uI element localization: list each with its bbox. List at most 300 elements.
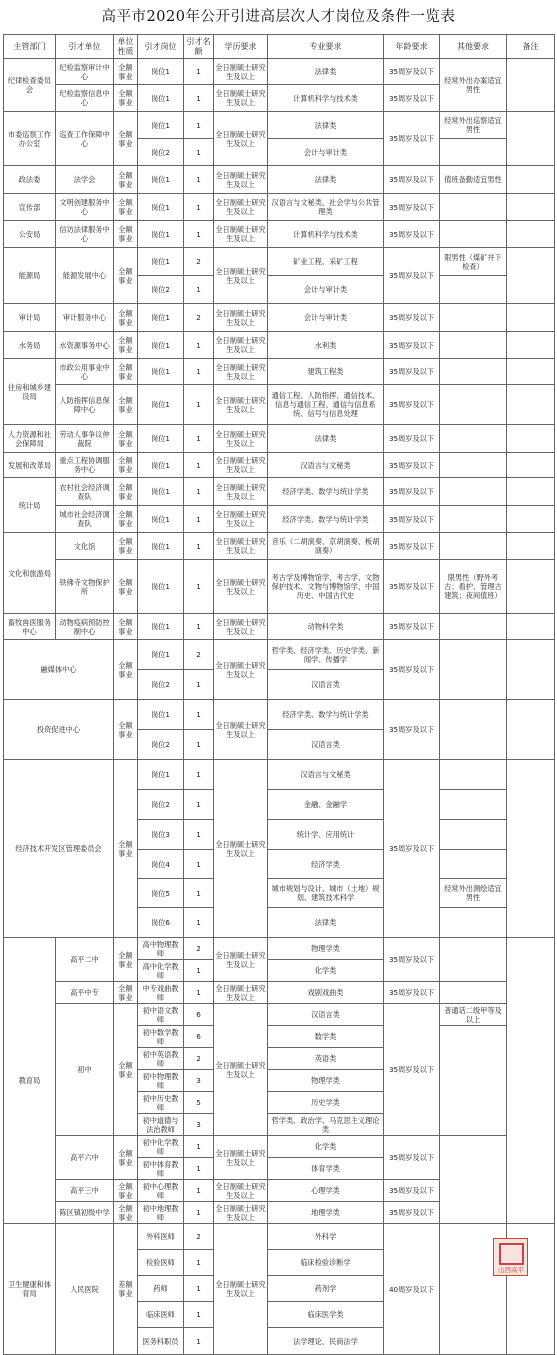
dept-cell: 发展和改革局 bbox=[4, 453, 56, 478]
other-cell bbox=[440, 385, 507, 425]
edu-cell: 全日制硕士研究生及以上 bbox=[214, 221, 268, 248]
nature-cell: 全额事业 bbox=[114, 640, 138, 700]
nature-cell: 全额事业 bbox=[114, 221, 138, 248]
remark-cell bbox=[507, 506, 555, 533]
edu-cell: 全日制硕士研究生及以上 bbox=[214, 506, 268, 533]
table-row bbox=[4, 533, 555, 560]
post-cell: 初中化学教师 bbox=[138, 1136, 184, 1158]
major-cell: 音乐（二胡演奏、京胡演奏、板胡演奏） bbox=[268, 533, 384, 560]
unit-cell: 能源发展中心 bbox=[56, 248, 114, 304]
remark-cell bbox=[507, 112, 555, 166]
major-cell: 经济学类、数学与统计学类 bbox=[268, 478, 384, 506]
other-cell: 经常外出测绘适宜男性 bbox=[440, 879, 507, 908]
remark-cell bbox=[507, 59, 555, 112]
quota-cell: 1 bbox=[184, 425, 214, 453]
dept-cell: 纪律检查委员会 bbox=[4, 59, 56, 112]
nature-cell: 全额事业 bbox=[114, 112, 138, 166]
post-cell: 高中物理教师 bbox=[138, 938, 184, 960]
unit-cell: 重点工程协调服务中心 bbox=[56, 453, 114, 478]
quota-cell: 1 bbox=[184, 1158, 214, 1180]
unit-cell: 陈区镇初级中学 bbox=[56, 1202, 114, 1224]
header-cell: 学历要求 bbox=[214, 35, 268, 59]
quota-cell: 1 bbox=[184, 1136, 214, 1158]
post-cell: 岗位4 bbox=[138, 850, 184, 879]
post-cell: 岗位1 bbox=[138, 533, 184, 560]
major-cell: 法律类 bbox=[268, 425, 384, 453]
table-row bbox=[4, 938, 555, 960]
other-cell bbox=[440, 760, 507, 790]
quota-cell: 1 bbox=[184, 385, 214, 425]
quota-cell: 1 bbox=[184, 194, 214, 221]
age-cell: 35周岁及以下 bbox=[384, 533, 440, 560]
dept-cell: 水务局 bbox=[4, 332, 56, 359]
edu-cell: 全日制硕士研究生及以上 bbox=[215, 983, 266, 1002]
table-row bbox=[4, 1136, 555, 1158]
table-row bbox=[4, 453, 555, 478]
post-cell: 岗位1 bbox=[138, 85, 184, 112]
unit-cell: 审计服务中心 bbox=[56, 304, 114, 332]
major-cell: 汉语言与文秘类 bbox=[268, 453, 384, 478]
major-cell: 经济学类、数学与统计学类 bbox=[268, 700, 384, 730]
table-row bbox=[4, 982, 555, 1004]
major-cell: 经济学类、数学与统计学类 bbox=[268, 506, 384, 533]
nature-cell: 全额事业 bbox=[114, 700, 138, 760]
other-cell bbox=[440, 453, 507, 478]
table-row bbox=[4, 1004, 555, 1026]
other-cell bbox=[440, 982, 507, 1004]
watermark-text: 山西高平 bbox=[498, 1266, 524, 1274]
age-cell: 35周岁及以下 bbox=[384, 938, 440, 982]
table-row bbox=[4, 640, 555, 670]
age-cell: 35周岁及以下 bbox=[384, 385, 440, 425]
major-cell: 体育学类 bbox=[268, 1158, 384, 1180]
nature-cell: 全额事业 bbox=[114, 533, 138, 560]
major-cell: 地理学类 bbox=[268, 1202, 384, 1224]
unit-cell: 信访法律服务中心 bbox=[56, 221, 114, 248]
major-cell: 汉语言类 bbox=[268, 730, 384, 760]
post-cell: 药师 bbox=[138, 1276, 184, 1302]
post-cell: 医务科职员 bbox=[138, 1328, 184, 1355]
unit-cell: 人民医院 bbox=[56, 1224, 114, 1355]
edu-cell: 全日制硕士研究生及以上 bbox=[214, 614, 268, 640]
table-row bbox=[4, 359, 555, 385]
post-cell: 岗位1 bbox=[138, 332, 184, 359]
dept-cell: 教育局 bbox=[4, 938, 56, 1224]
post-cell: 初中历史教师 bbox=[138, 1092, 184, 1114]
unit-cell: 文化馆 bbox=[56, 533, 114, 560]
major-cell: 临床医学类 bbox=[268, 1302, 384, 1328]
post-cell: 岗位6 bbox=[138, 908, 184, 938]
post-cell: 岗位1 bbox=[138, 112, 184, 139]
remark-cell bbox=[507, 478, 555, 506]
other-cell bbox=[440, 790, 507, 820]
post-cell: 岗位1 bbox=[138, 194, 184, 221]
major-cell: 戏剧戏曲类 bbox=[268, 982, 384, 1004]
major-cell: 化学类 bbox=[268, 1136, 384, 1158]
remark-cell bbox=[507, 359, 555, 385]
age-cell: 35周岁及以下 bbox=[384, 85, 440, 112]
nature-cell: 全额事业 bbox=[114, 1136, 138, 1180]
table-row bbox=[4, 112, 555, 139]
other-cell bbox=[440, 221, 507, 248]
nature-cell: 全额事业 bbox=[114, 614, 138, 640]
edu-cell: 全日制硕士研究生及以上 bbox=[214, 248, 268, 304]
major-cell: 城市规划与设计、城市（土地）规划、建筑技术科学 bbox=[268, 879, 384, 908]
dept-cell: 政法委 bbox=[4, 166, 56, 194]
edu-cell: 全日制硕士研究生及以上 bbox=[214, 640, 268, 700]
remark-cell bbox=[507, 425, 555, 453]
dept-cell: 宣传部 bbox=[4, 194, 56, 221]
edu-cell: 全日制硕士研究生及以上 bbox=[214, 1136, 268, 1180]
table-row bbox=[4, 221, 555, 248]
other-cell: 限男性（野外考古；看护、管理古建筑；夜间值班） bbox=[440, 560, 507, 614]
post-cell: 检验医师 bbox=[138, 1250, 184, 1276]
unit-cell: 初中 bbox=[56, 1004, 114, 1136]
post-cell: 岗位2 bbox=[138, 730, 184, 760]
quota-cell: 1 bbox=[184, 453, 214, 478]
quota-cell: 1 bbox=[184, 1250, 214, 1276]
quota-cell: 1 bbox=[184, 1180, 214, 1202]
edu-cell: 全日制硕士研究生及以上 bbox=[214, 332, 268, 359]
edu-cell: 全日制硕士研究生及以上 bbox=[214, 304, 268, 332]
major-cell: 心理学类 bbox=[268, 1180, 384, 1202]
table-row bbox=[4, 59, 555, 85]
remark-cell bbox=[507, 760, 555, 938]
dept-cell: 统计局 bbox=[4, 478, 56, 533]
major-cell: 统计学、应用统计 bbox=[268, 820, 384, 850]
quota-cell: 1 bbox=[184, 670, 214, 700]
other-cell bbox=[440, 820, 507, 850]
unit-cell: 高平中专 bbox=[56, 982, 114, 1004]
edu-cell: 全日制硕士研究生及以上 bbox=[214, 194, 268, 221]
remark-cell bbox=[507, 385, 555, 425]
other-cell bbox=[440, 700, 507, 760]
other-cell bbox=[440, 1136, 507, 1224]
major-cell: 药剂学 bbox=[268, 1276, 384, 1302]
other-cell bbox=[440, 304, 507, 332]
header-cell: 主管部门 bbox=[4, 35, 56, 59]
major-cell: 法律类 bbox=[268, 59, 384, 85]
nature-cell: 全额事业 bbox=[114, 1180, 138, 1202]
age-cell: 35周岁及以下 bbox=[384, 453, 440, 478]
other-cell: 经常外出巡察适宜男性 bbox=[440, 112, 507, 139]
unit-cell: 农村社会经济调查队 bbox=[56, 478, 114, 506]
age-cell: 35周岁及以下 bbox=[384, 700, 440, 760]
dept-cell: 文化和旅游局 bbox=[4, 533, 56, 614]
table-row bbox=[4, 194, 555, 221]
major-cell: 物理学类 bbox=[268, 1070, 384, 1092]
age-cell: 35周岁及以下 bbox=[384, 304, 440, 332]
edu-cell: 全日制硕士研究生及以上 bbox=[214, 59, 268, 85]
table-row bbox=[4, 760, 555, 790]
quota-cell: 1 bbox=[184, 221, 214, 248]
quota-cell: 3 bbox=[184, 1070, 214, 1092]
quota-cell: 1 bbox=[184, 1328, 214, 1355]
post-cell: 岗位1 bbox=[138, 640, 184, 670]
nature-cell: 全额事业 bbox=[114, 938, 138, 982]
quota-cell: 1 bbox=[184, 560, 214, 614]
remark-cell bbox=[507, 453, 555, 478]
quota-cell: 2 bbox=[184, 304, 214, 332]
unit-cell: 水资源事务中心 bbox=[56, 332, 114, 359]
header-cell: 年龄要求 bbox=[384, 35, 440, 59]
nature-cell: 全额事业 bbox=[114, 248, 138, 304]
major-cell: 历史学类 bbox=[268, 1092, 384, 1114]
quota-cell: 1 bbox=[184, 982, 214, 1004]
dept-cell: 市委巡察工作办公室 bbox=[4, 112, 56, 166]
quota-cell: 1 bbox=[184, 820, 214, 850]
edu-cell: 全日制硕士研究生及以上 bbox=[214, 112, 268, 166]
post-cell: 岗位5 bbox=[138, 879, 184, 908]
table-row bbox=[4, 560, 555, 614]
post-cell: 岗位2 bbox=[138, 139, 184, 166]
post-cell: 岗位1 bbox=[138, 760, 184, 790]
post-cell: 初中数学教师 bbox=[138, 1026, 184, 1048]
table-row bbox=[4, 425, 555, 453]
edu-cell: 全日制硕士研究生及以上 bbox=[214, 385, 268, 425]
age-cell: 35周岁及以下 bbox=[384, 640, 440, 700]
dept-cell: 经济技术开发区管理委员会 bbox=[4, 760, 114, 938]
unit-cell: 高平六中 bbox=[56, 1136, 114, 1180]
other-cell bbox=[440, 614, 507, 640]
major-cell: 动物科学类 bbox=[268, 614, 384, 640]
unit-cell: 纪检监察信息中心 bbox=[56, 85, 114, 112]
quota-cell: 2 bbox=[184, 248, 214, 276]
quota-cell: 1 bbox=[184, 879, 214, 908]
major-cell: 法学理论、民商法学 bbox=[268, 1328, 384, 1355]
major-cell: 汉语言与文秘类 bbox=[268, 760, 384, 790]
nature-cell: 全额事业 bbox=[114, 453, 138, 478]
quota-cell: 1 bbox=[184, 276, 214, 304]
unit-cell: 劳动人事争议仲裁院 bbox=[56, 425, 114, 453]
quota-cell: 1 bbox=[184, 359, 214, 385]
remark-cell bbox=[507, 614, 555, 640]
quota-cell: 1 bbox=[184, 730, 214, 760]
post-cell: 初中道德与法治教师 bbox=[138, 1114, 184, 1136]
unit-cell: 铁佛寺文物保护所 bbox=[56, 560, 114, 614]
age-cell: 35周岁及以下 bbox=[384, 332, 440, 359]
quota-cell: 3 bbox=[184, 1114, 214, 1136]
header-cell: 引才名额 bbox=[184, 35, 214, 59]
post-cell: 外科医师 bbox=[138, 1224, 184, 1250]
quota-cell: 1 bbox=[184, 478, 214, 506]
major-cell: 哲学类、经济学类、历史学类、新闻学、传播学 bbox=[268, 640, 384, 670]
other-cell bbox=[440, 640, 507, 700]
quota-cell: 1 bbox=[184, 139, 214, 166]
major-cell: 化学类 bbox=[268, 960, 384, 982]
other-cell bbox=[440, 1026, 507, 1136]
edu-cell: 全日制硕士研究生及以上 bbox=[214, 166, 268, 194]
dept-cell: 公安局 bbox=[4, 221, 56, 248]
quota-cell: 1 bbox=[184, 85, 214, 112]
age-cell: 35周岁及以下 bbox=[384, 478, 440, 506]
other-cell: 限男性（煤矿井下检查） bbox=[440, 248, 507, 276]
edu-cell: 全日制硕士研究生及以上 bbox=[214, 700, 268, 760]
recruitment-table bbox=[3, 34, 555, 1355]
other-cell bbox=[440, 359, 507, 385]
remark-cell bbox=[507, 166, 555, 194]
edu-cell: 全日制硕士研究生及以上 bbox=[214, 1224, 268, 1355]
quota-cell: 1 bbox=[184, 332, 214, 359]
major-cell: 英语类 bbox=[268, 1048, 384, 1070]
table-row bbox=[4, 1224, 555, 1250]
table-header-row bbox=[4, 35, 555, 59]
remark-cell bbox=[507, 304, 555, 332]
major-cell: 计算机科学与技术类 bbox=[268, 85, 384, 112]
major-cell: 建筑工程类 bbox=[268, 359, 384, 385]
post-cell: 临床医师 bbox=[138, 1302, 184, 1328]
header-cell: 单位性质 bbox=[114, 35, 138, 59]
quota-cell: 1 bbox=[184, 700, 214, 730]
age-cell: 35周岁及以下 bbox=[384, 112, 440, 166]
quota-cell: 1 bbox=[184, 760, 214, 790]
post-cell: 初中语文教师 bbox=[138, 1004, 184, 1026]
remark-cell bbox=[507, 221, 555, 248]
remark-cell bbox=[507, 332, 555, 359]
nature-cell: 全额事业 bbox=[114, 506, 138, 533]
unit-cell: 高平三中 bbox=[56, 1180, 114, 1202]
unit-cell: 法学会 bbox=[56, 166, 114, 194]
remark-cell bbox=[507, 194, 555, 221]
major-cell: 法律类 bbox=[268, 166, 384, 194]
major-cell: 金融、金融学 bbox=[268, 790, 384, 820]
post-cell: 初中英语教师 bbox=[138, 1048, 184, 1070]
other-cell bbox=[440, 194, 507, 221]
major-cell: 通信工程、人防指挥、通信技术、信息与通信工程、通信与信息系统、信号与信息处理 bbox=[268, 385, 384, 425]
post-cell: 初中地理教师 bbox=[138, 1202, 184, 1224]
nature-cell: 全额事业 bbox=[114, 359, 138, 385]
quota-cell: 2 bbox=[184, 640, 214, 670]
post-cell: 岗位1 bbox=[138, 221, 184, 248]
nature-cell: 全额事业 bbox=[114, 560, 138, 614]
quota-cell: 1 bbox=[184, 112, 214, 139]
unit-cell: 文明创建服务中心 bbox=[56, 194, 114, 221]
post-cell: 岗位1 bbox=[138, 166, 184, 194]
nature-cell: 全额事业 bbox=[114, 478, 138, 506]
header-cell: 其他要求 bbox=[440, 35, 507, 59]
quota-cell: 6 bbox=[184, 1004, 214, 1026]
post-cell: 岗位1 bbox=[138, 506, 184, 533]
nature-cell: 全额事业 bbox=[114, 332, 138, 359]
watermark-logo bbox=[493, 1238, 528, 1276]
post-cell: 岗位1 bbox=[138, 700, 184, 730]
dept-cell: 人力资源和社会保障局 bbox=[4, 425, 56, 453]
quota-cell: 2 bbox=[184, 1048, 214, 1070]
header-cell: 引才单位 bbox=[56, 35, 114, 59]
age-cell: 35周岁及以下 bbox=[384, 248, 440, 304]
major-cell: 会计与审计类 bbox=[268, 139, 384, 166]
post-cell: 初中体育教师 bbox=[138, 1158, 184, 1180]
other-cell bbox=[440, 506, 507, 533]
edu-cell: 全日制硕士研究生及以上 bbox=[214, 1004, 268, 1136]
remark-cell bbox=[507, 533, 555, 560]
table-row bbox=[4, 248, 555, 276]
quota-cell: 1 bbox=[184, 614, 214, 640]
post-cell: 岗位3 bbox=[138, 820, 184, 850]
table-row bbox=[4, 166, 555, 194]
dept-cell: 投资促进中心 bbox=[4, 700, 114, 760]
major-cell: 汉语言类 bbox=[268, 670, 384, 700]
major-cell: 考古学及博物馆学、考古学、文物保护技术、文物与博物馆学、中国历史、中国古代史 bbox=[268, 560, 384, 614]
other-cell bbox=[440, 478, 507, 506]
post-cell: 岗位1 bbox=[138, 248, 184, 276]
nature-cell: 全额事业 bbox=[114, 1004, 138, 1136]
header-cell: 专业要求 bbox=[268, 35, 384, 59]
post-cell: 岗位1 bbox=[138, 385, 184, 425]
age-cell: 40周岁及以下 bbox=[384, 1224, 440, 1355]
post-cell: 岗位1 bbox=[138, 359, 184, 385]
table-row bbox=[4, 506, 555, 533]
remark-cell bbox=[507, 560, 555, 614]
dept-cell: 住房和城乡建设局 bbox=[4, 359, 56, 425]
age-cell: 35周岁及以下 bbox=[384, 506, 440, 533]
nature-cell: 全额事业 bbox=[114, 194, 138, 221]
dept-cell: 畜牧兽医服务中心 bbox=[4, 614, 56, 640]
dept-cell: 融媒体中心 bbox=[4, 640, 114, 700]
quota-cell: 1 bbox=[184, 166, 214, 194]
quota-cell: 1 bbox=[184, 1202, 214, 1224]
major-cell: 法律类 bbox=[268, 908, 384, 938]
age-cell: 35周岁及以下 bbox=[384, 1136, 440, 1180]
other-cell bbox=[440, 332, 507, 359]
post-cell: 中专戏曲教师 bbox=[138, 982, 184, 1004]
unit-cell: 人防指挥信息保障中心 bbox=[56, 385, 114, 425]
unit-cell: 动物疫病预防控制中心 bbox=[56, 614, 114, 640]
header-cell: 备注 bbox=[507, 35, 555, 59]
age-cell: 35周岁及以下 bbox=[384, 1180, 440, 1202]
major-cell: 会计与审计类 bbox=[268, 276, 384, 304]
nature-cell: 全额事业 bbox=[114, 1202, 138, 1224]
edu-cell: 全日制硕士研究生及以上 bbox=[215, 1203, 266, 1222]
page-title: 高平市2020年公开引进高层次人才岗位及条件一览表 bbox=[101, 9, 456, 25]
other-cell bbox=[440, 139, 507, 166]
remark-cell bbox=[507, 938, 555, 1224]
major-cell: 矿业工程、采矿工程 bbox=[268, 248, 384, 276]
post-cell: 岗位2 bbox=[138, 790, 184, 820]
edu-cell: 全日制硕士研究生及以上 bbox=[214, 760, 268, 938]
other-cell bbox=[440, 938, 507, 982]
unit-cell: 市政公用事业中心 bbox=[56, 359, 114, 385]
edu-cell: 全日制硕士研究生及以上 bbox=[214, 453, 268, 478]
quota-cell: 1 bbox=[184, 59, 214, 85]
quota-cell: 1 bbox=[184, 1276, 214, 1302]
major-cell: 会计与审计类 bbox=[268, 304, 384, 332]
table-row bbox=[4, 614, 555, 640]
remark-cell bbox=[507, 640, 555, 700]
age-cell: 35周岁及以下 bbox=[384, 760, 440, 938]
post-cell: 岗位1 bbox=[138, 453, 184, 478]
major-cell: 法律类 bbox=[268, 112, 384, 139]
other-cell bbox=[440, 850, 507, 879]
post-cell: 高中化学教师 bbox=[138, 960, 184, 982]
edu-cell: 全日制硕士研究生及以上 bbox=[214, 938, 268, 982]
other-cell bbox=[440, 533, 507, 560]
age-cell: 35周岁及以下 bbox=[384, 194, 440, 221]
post-cell: 岗位1 bbox=[138, 560, 184, 614]
seal-icon bbox=[499, 1243, 524, 1265]
quota-cell: 2 bbox=[184, 938, 214, 960]
major-cell: 临床检验诊断学 bbox=[268, 1250, 384, 1276]
post-cell: 初中心理教师 bbox=[138, 1180, 184, 1202]
nature-cell: 全额事业 bbox=[114, 385, 138, 425]
dept-cell: 能源局 bbox=[4, 248, 56, 304]
other-cell bbox=[440, 276, 507, 304]
other-cell bbox=[440, 908, 507, 938]
age-cell: 35周岁及以下 bbox=[384, 1202, 440, 1224]
dept-cell: 审计局 bbox=[4, 304, 56, 332]
age-cell: 35周岁及以下 bbox=[384, 425, 440, 453]
unit-cell: 巡查工作保障中心 bbox=[56, 112, 114, 166]
